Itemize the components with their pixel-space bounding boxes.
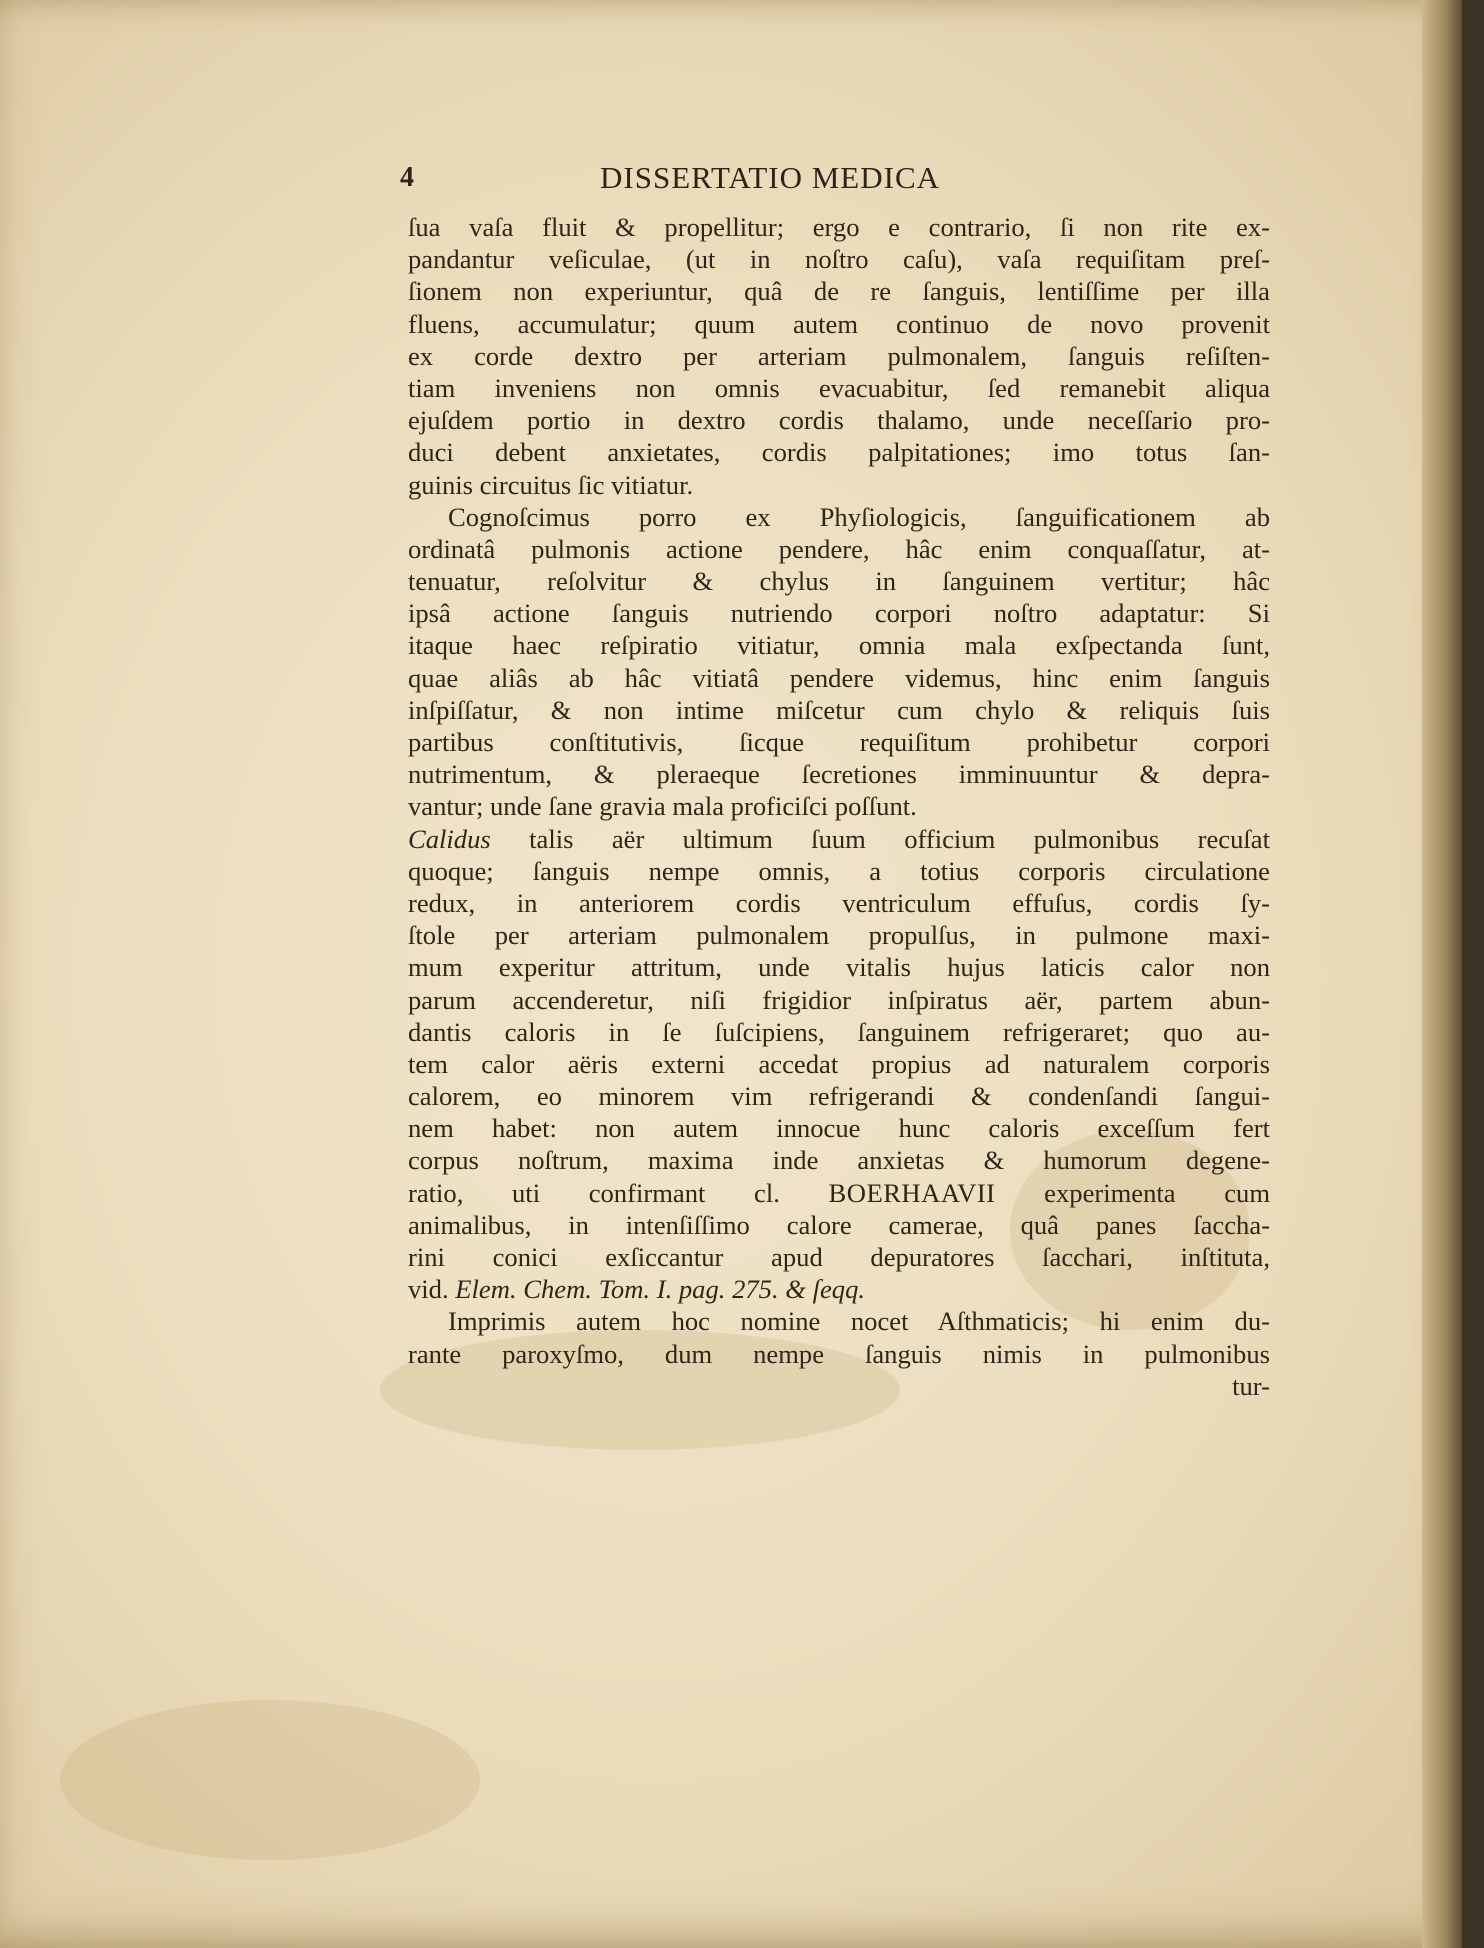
body-text <box>408 211 1270 1402</box>
page-edge <box>1422 0 1462 1948</box>
paragraph-start: Imprimis autem hoc nomine nocet Aſthmaticis; hi enim du- <box>448 1306 1270 1337</box>
text-line: nem habet: non autem innocue hunc caloris exceſſum fert <box>408 1113 1270 1144</box>
text-line: tenuatur, reſolvitur & chylus in ſanguinem vertitur; hâc <box>408 566 1270 597</box>
text-line: animalibus, in intenſiſſimo calore camerae, quâ panes ſaccha- <box>408 1209 1270 1240</box>
catchword: tur- <box>1232 1370 1270 1401</box>
text-line: quoque; ſanguis nempe omnis, a totius corporis circulatione <box>408 855 1270 886</box>
text-line: ſua vaſa fluit & propellitur; ergo e contrario, ſi non rite ex- <box>408 212 1270 242</box>
calidus-word: Calidus <box>408 823 491 854</box>
text-line-rest: experimenta cum <box>1044 1177 1271 1208</box>
text-line: ipsâ actione ſanguis nutriendo corpori noſtro adaptatur: Si <box>408 598 1270 629</box>
text-line-rest: talis aër ultimum ſuum officium pulmonibus recuſat <box>529 823 1270 854</box>
text-line: vantur; unde ſane gravia mala proficiſci poſſunt. <box>408 791 917 822</box>
vid-word: vid. <box>408 1274 449 1305</box>
paper-stain <box>60 1700 480 1860</box>
page-header <box>400 158 1270 198</box>
boerhaavii-name: BOERHAAVII <box>828 1177 996 1208</box>
page-number: 4 <box>400 162 414 193</box>
text-line: partibus conſtitutivis, ſicque requiſitum prohibetur corpori <box>408 727 1270 757</box>
text-line: corpus noſtrum, maxima inde anxietas & humorum degene- <box>408 1145 1270 1176</box>
text-line: ex corde dextro per arteriam pulmonalem, ſanguis reſiſten- <box>408 340 1270 371</box>
text-line: tem calor aëris externi accedat propius ad naturalem corporis <box>408 1048 1270 1079</box>
running-title: DISSERTATIO MEDICA <box>600 160 941 195</box>
text-line: mum experitur attritum, unde vitalis hujus laticis calor non <box>408 952 1270 983</box>
text-line: tiam inveniens non omnis evacuabitur, ſed remanebit aliqua <box>408 372 1270 403</box>
text-line: quae aliâs ab hâc vitiatâ pendere videmus, hinc enim ſanguis <box>408 662 1270 693</box>
text-line: fluens, accumulatur; quum autem continuo de novo provenit <box>408 308 1270 339</box>
text-line: redux, in anteriorem cordis ventriculum effuſus, cordis ſy- <box>408 887 1270 918</box>
text-line: parum accenderetur, niſi frigidior inſpiratus aër, partem abun- <box>408 984 1270 1015</box>
text-line: rante paroxyſmo, dum nempe ſanguis nimis in pulmonibus <box>408 1338 1270 1369</box>
text-line: guinis circuitus ſic vitiatur. <box>408 469 694 500</box>
text-line <box>408 1273 1270 1305</box>
text-line: inſpiſſatur, & non intime miſcetur cum chylo & reliquis ſuis <box>408 694 1270 725</box>
text-line: calorem, eo minorem vim refrigerandi & condenſandi ſangui- <box>408 1081 1270 1112</box>
text-line: nutrimentum, & pleraeque ſecretiones imminuuntur & depra- <box>408 759 1270 790</box>
text-line <box>408 823 1270 855</box>
text-line: dantis caloris in ſe ſuſcipiens, ſanguinem refrigeraret; quo au- <box>408 1016 1270 1047</box>
text-line: duci debent anxietates, cordis palpitationes; imo totus ſan- <box>408 437 1270 468</box>
paragraph-start: Cognoſcimus porro ex Phyſiologicis, ſanguificationem ab <box>448 501 1270 532</box>
text-line: itaque haec reſpiratio vitiatur, omnia mala exſpectanda ſunt, <box>408 630 1270 661</box>
text-line-start: ratio, uti confirmant cl. <box>408 1177 780 1208</box>
text-line: rini conici exſiccantur apud depuratores ſacchari, inſtituta, <box>408 1242 1270 1272</box>
text-line: ſionem non experiuntur, quâ de re ſanguis, lentiſſime per illa <box>408 276 1270 307</box>
citation: Elem. Chem. Tom. I. pag. 275. & ſeqq. <box>455 1274 866 1305</box>
text-line: ordinatâ pulmonis actione pendere, hâc enim conquaſſatur, at- <box>408 533 1270 564</box>
text-line: ſtole per arteriam pulmonalem propulſus, in pulmone maxi- <box>408 920 1270 951</box>
text-line: ejuſdem portio in dextro cordis thalamo, unde neceſſario pro- <box>408 405 1270 436</box>
text-line: pandantur veſiculae, (ut in noſtro caſu), vaſa requiſitam preſ- <box>408 244 1270 275</box>
text-line <box>408 1177 1270 1209</box>
